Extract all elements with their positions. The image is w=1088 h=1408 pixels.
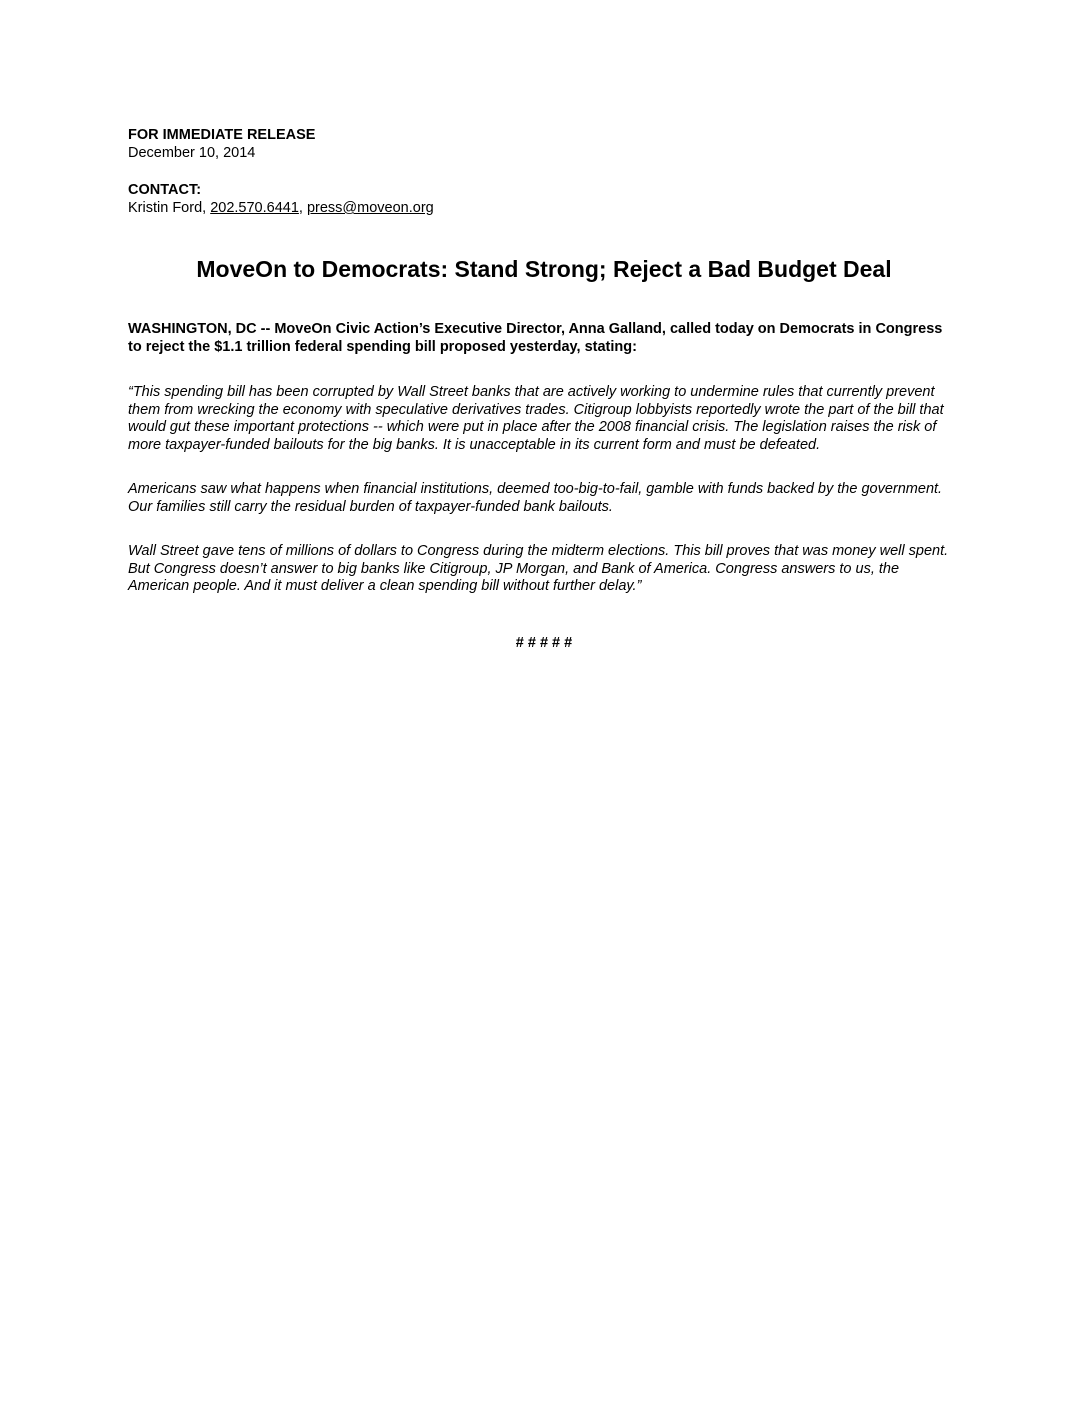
lede-paragraph: WASHINGTON, DC -- MoveOn Civic Action’s Executive Director, Anna Galland, called today on Democrats in Congress to reject the $1.1 trillion federal spending bill proposed yesterday, stating: [128, 321, 943, 355]
contact-label: CONTACT: [128, 182, 202, 198]
quote-paragraph-2: Americans saw what happens when financial institutions, deemed too-big-to-fail, gamble with funds backed by the government. Our families still carry the residual burden of taxpayer-funded bank bailouts. [128, 481, 943, 515]
end-mark: # # # # # [515, 634, 573, 651]
contact-phone-link[interactable]: 202.570.6441 [210, 200, 299, 216]
quote-paragraph-3: Wall Street gave tens of millions of dollars to Congress during the midterm elections. This bill proves that was money well spent. But Congress doesn’t answer to big banks like Citigroup, JP Morgan, and Bank of America. Congress answers to us, the American people. And it must deliver a clean spending bill without further delay.” [128, 543, 949, 594]
quote-paragraph-1: “This spending bill has been corrupted by Wall Street banks that are actively working to undermine rules that currently prevent them from wrecking the economy with speculative derivatives trades. Citigroup lobbyists reportedly wrote the part of the bill that would gut these important protections -- which were put in place after the 2008 financial crisis. The legislation raises the risk of more taxpayer-funded bailouts for the big banks. It is unacceptable in its current form and must be defeated. [128, 384, 944, 453]
press-release-page [128, 126, 960, 652]
release-date: December 10, 2014 [128, 145, 256, 161]
contact-name: Kristin Ford, [128, 200, 207, 216]
release-label: FOR IMMEDIATE RELEASE [128, 127, 316, 143]
contact-separator: , [298, 200, 303, 216]
headline: MoveOn to Democrats: Stand Strong; Reject a Bad Budget Deal [196, 256, 892, 282]
contact-line [128, 199, 960, 217]
contact-block [128, 181, 960, 217]
contact-email-link[interactable]: press@moveon.org [306, 200, 434, 216]
